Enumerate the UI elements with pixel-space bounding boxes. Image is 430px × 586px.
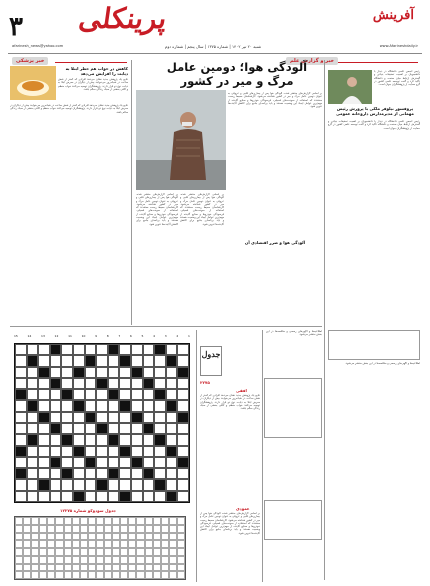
notice-box	[264, 378, 322, 438]
column-rule	[262, 330, 263, 582]
scientist-photo	[328, 70, 372, 104]
email: afarinesh_news@yahoo.com	[12, 44, 64, 48]
main-article-body-3: بر اساس گزارش‌های منتشر شده، آلودگی هوا پس از بیماری‌های قلبی و عروقی به عنوان دومین عامل مرگ و میر در کشور شناخته می‌شود. کارشناسان محیط زیست معتقدند که استفاده از سوخت‌های فسیلی، فرسودگی خودروها و صنایع آلاینده از مهم‌ترین عوامل ایجاد این وضعیت هستند و باید برنامه‌ای جامع برای کاهش آلاینده‌ها تدوین شود.	[180, 193, 224, 226]
tag-underline	[338, 62, 418, 63]
crossword-title: جدول	[200, 346, 222, 376]
right-article-title: پروفسور نیلوفر ملکی با پرورش رئیس مهمانی از مدیرمدارس داروخانه عمومی	[336, 106, 414, 116]
crossword-grid[interactable]	[14, 343, 190, 503]
right-article-body: رئیس انجمن علمی دانشگاه در دیدار با دانشجویان بر اهمیت تحقیقات بنیادی و گسترش ارتباط میان صنعت و دانشگاه تأکید کرد و گفت توسعه علمی کشور در گرو حمایت از پژوهشگران جوان است.	[328, 120, 420, 130]
website: www.Afarineshdaily.ir	[379, 44, 418, 48]
clues-horizontal-head: افقی	[236, 388, 247, 393]
main-headline: آلودگی هوا؛ دومین عامل مرگ و میر در کشور	[166, 60, 308, 88]
sudoku-grid[interactable]	[14, 516, 186, 580]
crossword-number: ۲۲۷۵	[200, 380, 210, 385]
left-article-title: کاهش در خواب هم خطر ابتلا به دیابت را افزایش می‌دهد	[65, 66, 128, 76]
notice-column-2: اطلاعیه‌ها و آگهی‌های رسمی و مناقصه‌ها در این بخش منتشر می‌شود.	[345, 362, 420, 365]
tag-underline	[55, 62, 127, 63]
column-rule	[131, 60, 132, 325]
section-tag-left: خبر پزشکی	[12, 57, 48, 65]
sudoku-title: جدول سودوکو شماره ۱۲۲۷۵	[60, 508, 117, 513]
left-article-intro: نتایج یک پژوهش جدید نشان می‌دهد افرادی که کمتر از شش ساعت در شبانه‌روز می‌خوابند بیش از دیگران در معرض ابتلا به دیابت نوع دو قرار دارند. پژوهشگران توصیه می‌کنند خواب منظم و کافی بخشی از سبک زندگی سالم باشد.	[58, 78, 128, 91]
column-rule	[196, 330, 197, 582]
main-article-body-2: بر اساس گزارش‌های منتشر شده، آلودگی هوا پس از بیماری‌های قلبی و عروقی به عنوان دومین عامل مرگ و میر در کشور شناخته می‌شود. کارشناسان محیط زیست معتقدند که استفاده از سوخت‌های فسیلی، فرسودگی خودروها و صنایع آلاینده از مهم‌ترین عوامل ایجاد این وضعیت هستند و باید برنامه‌ای جامع برای کاهش آلاینده‌ها تدوین شود.	[136, 193, 178, 226]
main-photo	[136, 90, 226, 190]
main-subhead: آلودگی هوا و ضرر اقتصادی آن	[244, 240, 306, 245]
right-article-intro: رئیس انجمن علمی دانشگاه در دیدار با دانشجویان بر اهمیت تحقیقات بنیادی و گسترش ارتباط میان صنعت و دانشگاه تأکید کرد و گفت توسعه علمی کشور در گرو حمایت از پژوهشگران جوان است.	[374, 70, 420, 87]
brand-logo: پرینکلی	[76, 2, 169, 35]
notice-box	[264, 500, 322, 540]
section-tag-right: خبر و گزارش علم	[286, 57, 338, 65]
clues-horizontal: نتایج یک پژوهش جدید نشان می‌دهد افرادی که کمتر از شش ساعت در شبانه‌روز می‌خوابند بیش از دیگران در معرض ابتلا به دیابت نوع دو قرار دارند. پژوهشگران توصیه می‌کنند خواب منظم و کافی بخشی از سبک زندگی سالم باشد.	[200, 394, 260, 411]
page-number: ۳	[9, 12, 23, 42]
notice-box	[328, 330, 420, 360]
crossword-column-numbers: 15 14 13 12 11 10 9 8 7 6 5 4 3 2 1	[14, 334, 190, 338]
notice-column-1: اطلاعیه‌ها و آگهی‌های رسمی و مناقصه‌ها در این بخش منتشر می‌شود.	[266, 330, 322, 337]
clues-vertical-head: عمودی	[236, 506, 250, 511]
column-rule	[324, 60, 325, 580]
brand-logo-right: آفرینش	[372, 8, 414, 23]
horizontal-rule	[10, 326, 322, 327]
left-article-body: نتایج یک پژوهش جدید نشان می‌دهد افرادی که کمتر از شش ساعت در شبانه‌روز می‌خوابند بیش از دیگران در معرض ابتلا به دیابت نوع دو قرار دارند. پژوهشگران توصیه می‌کنند خواب منظم و کافی بخشی از سبک زندگی سالم باشد.	[10, 104, 128, 114]
clues-vertical: بر اساس گزارش‌های منتشر شده، آلودگی هوا پس از بیماری‌های قلبی و عروقی به عنوان دومین عامل مرگ و میر در کشور شناخته می‌شود. کارشناسان محیط زیست معتقدند که استفاده از سوخت‌های فسیلی، فرسودگی خودروها و صنایع آلاینده از مهم‌ترین عوامل ایجاد این وضعیت هستند و باید برنامه‌ای جامع برای کاهش آلاینده‌ها تدوین شود.	[200, 512, 260, 535]
food-photo	[10, 66, 56, 100]
date-line: شنبه ۲۰ تیر ۱۴۰۲ | شماره ۱۳۷۵ | سال پنجم | شماره دوم	[164, 44, 262, 49]
main-article-body-1: بر اساس گزارش‌های منتشر شده، آلودگی هوا پس از بیماری‌های قلبی و عروقی به عنوان دومین عامل مرگ و میر در کشور شناخته می‌شود. کارشناسان محیط زیست معتقدند که استفاده از سوخت‌های فسیلی، فرسودگی خودروها و صنایع آلاینده از مهم‌ترین عوامل ایجاد این وضعیت هستند و باید برنامه‌ای جامع برای کاهش آلاینده‌ها تدوین شود.	[228, 92, 322, 109]
